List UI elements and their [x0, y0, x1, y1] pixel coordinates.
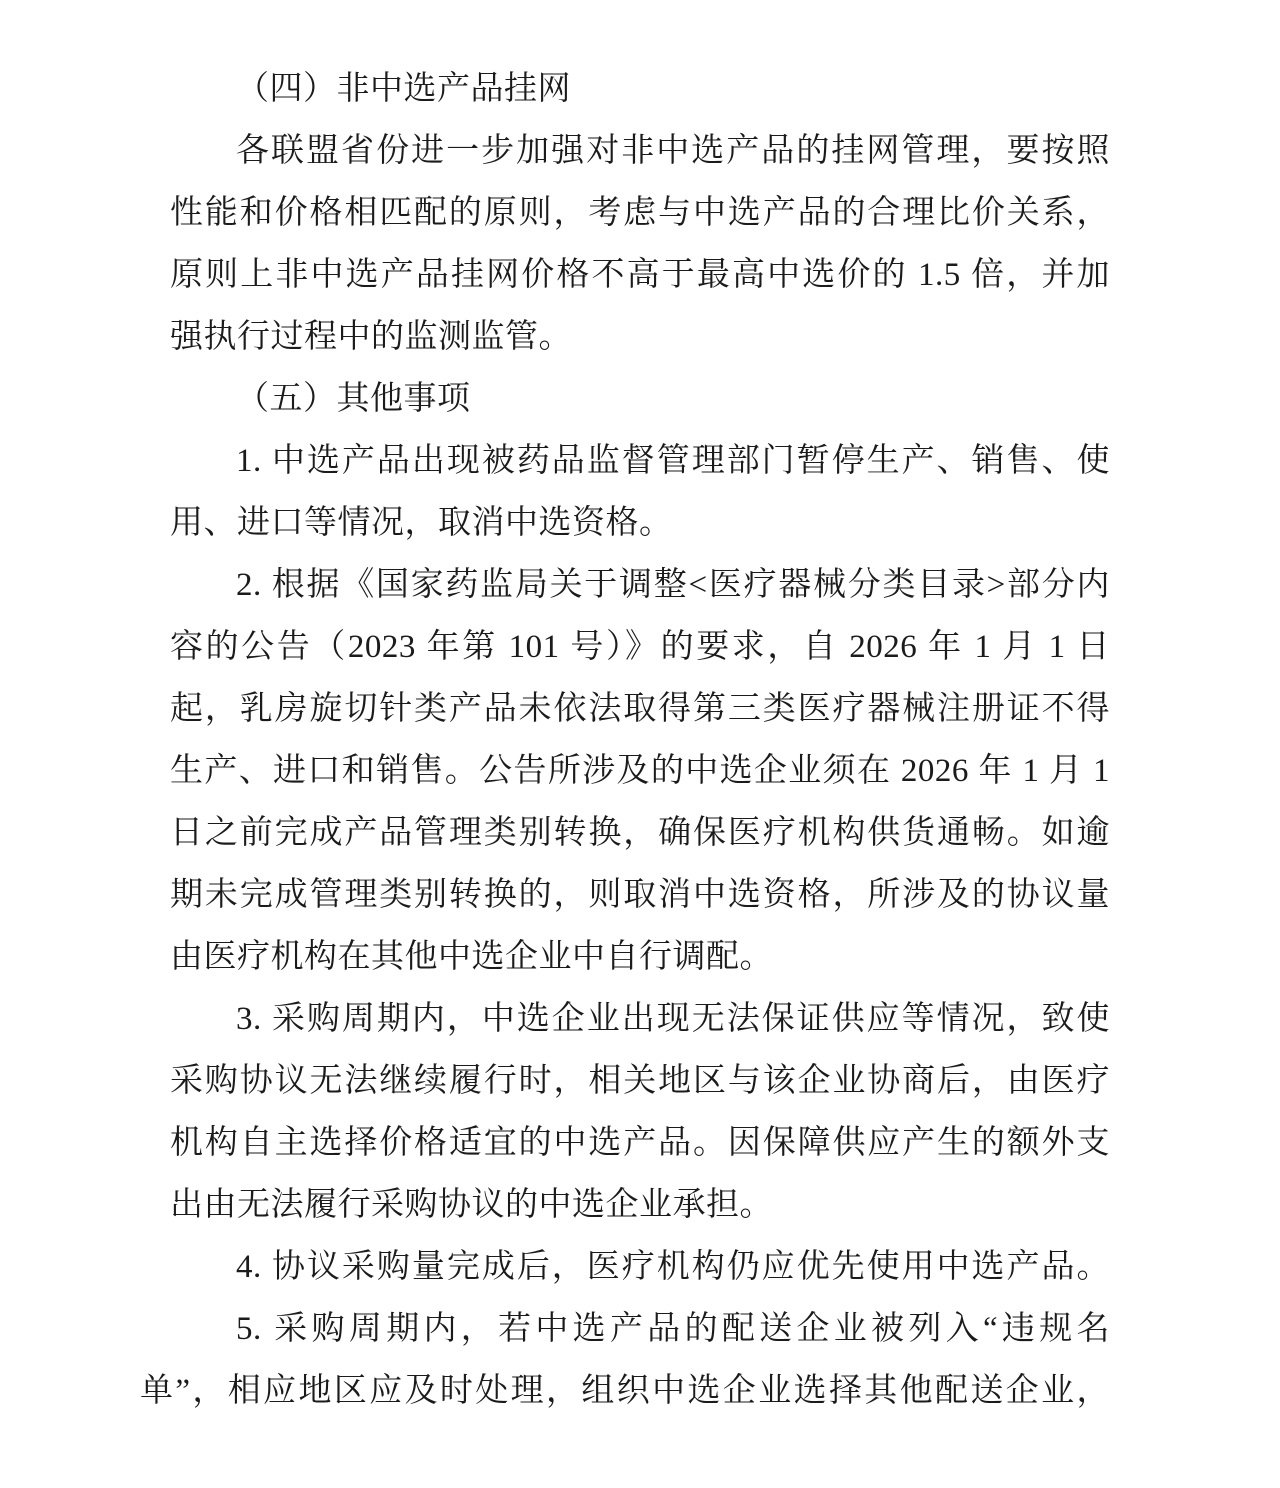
paragraph-line: 日之前完成产品管理类别转换，确保医疗机构供货通畅。如逾 — [170, 815, 1110, 851]
paragraph-line: 强执行过程中的监测监管。 — [170, 319, 572, 355]
paragraph-line: 5. 采购周期内，若中选产品的配送企业被列入“违规名 — [236, 1311, 1110, 1347]
paragraph-line: 各联盟省份进一步加强对非中选产品的挂网管理，要按照 — [236, 133, 1110, 169]
paragraph-line: 容的公告（2023 年第 101 号）》的要求，自 2026 年 1 月 1 日 — [170, 629, 1111, 665]
paragraph-line: 由医疗机构在其他中选企业中自行调配。 — [170, 939, 773, 975]
paragraph-line: 单”，相应地区应及时处理，组织中选企业选择其他配送企业， — [140, 1373, 1110, 1409]
paragraph-line: 1. 中选产品出现被药品监督管理部门暂停生产、销售、使 — [236, 443, 1110, 479]
paragraph-line: 起，乳房旋切针类产品未依法取得第三类医疗器械注册证不得 — [170, 691, 1110, 727]
paragraph-line: 采购协议无法继续履行时，相关地区与该企业协商后，由医疗 — [170, 1063, 1110, 1099]
paragraph-line: 生产、进口和销售。公告所涉及的中选企业须在 2026 年 1 月 1 — [170, 753, 1110, 789]
paragraph-line: 用、进口等情况，取消中选资格。 — [170, 505, 673, 541]
paragraph-line: 3. 采购周期内，中选企业出现无法保证供应等情况，致使 — [236, 1001, 1110, 1037]
paragraph-line: 4. 协议采购量完成后，医疗机构仍应优先使用中选产品。 — [236, 1249, 1110, 1285]
paragraph-line: 原则上非中选产品挂网价格不高于最高中选价的 1.5 倍，并加 — [170, 257, 1110, 293]
paragraph-line: 2. 根据《国家药监局关于调整<医疗器械分类目录>部分内 — [236, 567, 1110, 603]
paragraph-line: 期未完成管理类别转换的，则取消中选资格，所涉及的协议量 — [170, 877, 1110, 913]
paragraph-line: 机构自主选择价格适宜的中选产品。因保障供应产生的额外支 — [170, 1125, 1110, 1161]
section-heading: （四）非中选产品挂网 — [236, 71, 571, 107]
paragraph-line: 出由无法履行采购协议的中选企业承担。 — [170, 1187, 773, 1223]
section-heading: （五）其他事项 — [236, 381, 471, 417]
paragraph-line: 性能和价格相匹配的原则，考虑与中选产品的合理比价关系， — [170, 195, 1110, 231]
